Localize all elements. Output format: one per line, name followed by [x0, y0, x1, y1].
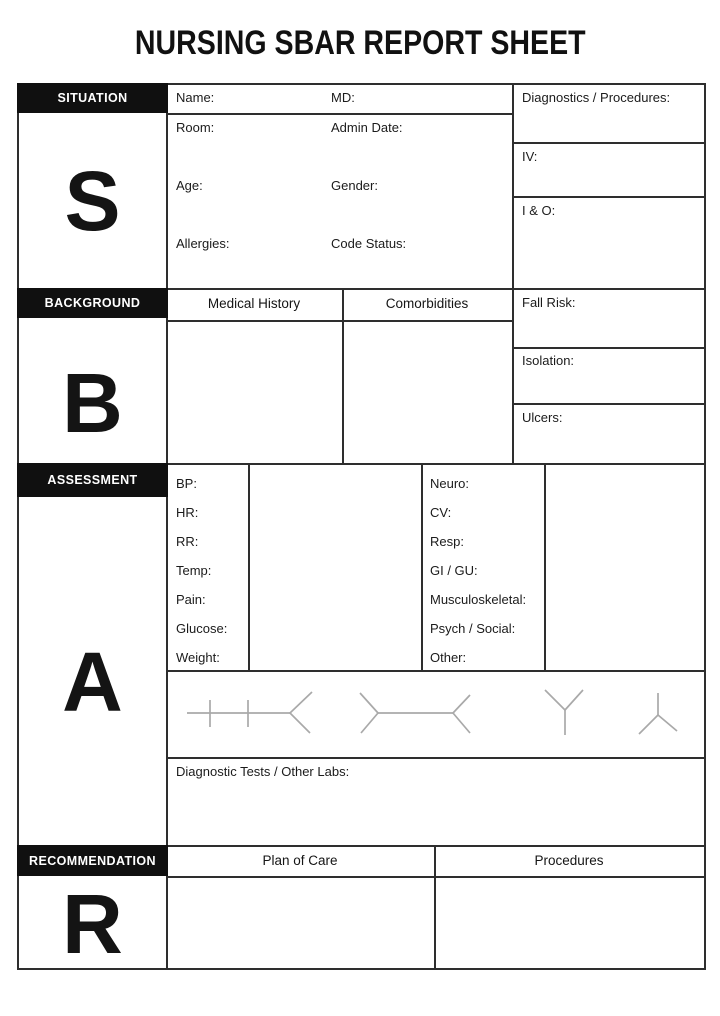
grid-line-h	[166, 320, 512, 322]
inverted-y-fishbone-icon	[639, 693, 677, 734]
recommendation-header-label: RECOMMENDATION	[29, 853, 156, 868]
page-title-wrap	[0, 24, 720, 63]
grid-line-v	[248, 463, 250, 670]
assessment-header-label: ASSESSMENT	[47, 473, 138, 487]
grid-line-h	[166, 113, 512, 115]
cbc-fishbone-icon	[360, 693, 470, 733]
diagnostic-tests-label: Diagnostic Tests / Other Labs:	[176, 764, 350, 779]
background-letter: B	[62, 355, 123, 450]
grid-line-h	[512, 403, 706, 405]
i-and-o-label: I & O:	[522, 203, 556, 218]
comorbidities-column-header: Comorbidities	[385, 296, 469, 311]
background-header-label: BACKGROUND	[44, 296, 141, 310]
code-status-field-label: Code Status:	[331, 236, 407, 251]
recommendation-letter: R	[62, 877, 123, 971]
situation-header-bar	[17, 83, 168, 113]
pain-field-label: Pain:	[176, 592, 206, 607]
grid-line-h	[512, 196, 706, 198]
name-field-label: Name:	[176, 90, 215, 105]
grid-line-v	[544, 463, 546, 670]
fall-risk-label: Fall Risk:	[522, 295, 576, 310]
bp-field-label: BP:	[176, 476, 197, 491]
grid-line-v	[342, 288, 344, 463]
other-field-label: Other:	[430, 650, 467, 665]
hr-field-label: HR:	[176, 505, 199, 520]
medical-history-column-header: Medical History	[207, 296, 301, 311]
grid-line-v	[512, 83, 514, 463]
gi-gu-field-label: GI / GU:	[430, 563, 478, 578]
fishbone-diagram	[166, 670, 706, 757]
page-title: NURSING SBAR REPORT SHEET	[134, 24, 586, 62]
age-field-label: Age:	[176, 178, 203, 193]
rr-field-label: RR:	[176, 534, 199, 549]
admin-date-field-label: Admin Date:	[331, 120, 403, 135]
grid-line-v	[421, 463, 423, 670]
grid-line-v	[704, 83, 706, 970]
weight-field-label: Weight:	[176, 650, 220, 665]
situation-header-label: SITUATION	[57, 91, 128, 105]
y-fishbone-icon	[545, 690, 583, 735]
neuro-field-label: Neuro:	[430, 476, 470, 491]
musculoskeletal-field-label: Musculoskeletal:	[430, 592, 527, 607]
temp-field-label: Temp:	[176, 563, 212, 578]
allergies-field-label: Allergies:	[176, 236, 230, 251]
gender-field-label: Gender:	[331, 178, 378, 193]
psych-social-field-label: Psych / Social:	[430, 621, 516, 636]
grid-line-h	[512, 347, 706, 349]
chem-fishbone-icon	[187, 692, 312, 733]
ulcers-label: Ulcers:	[522, 410, 563, 425]
plan-of-care-column-header: Plan of Care	[262, 853, 338, 868]
grid-line-h	[166, 757, 706, 759]
assessment-letter: A	[62, 635, 123, 729]
cv-field-label: CV:	[430, 505, 452, 520]
glucose-field-label: Glucose:	[176, 621, 228, 636]
iv-label: IV:	[522, 149, 538, 164]
isolation-label: Isolation:	[522, 353, 575, 368]
grid-line-h	[512, 142, 706, 144]
room-field-label: Room:	[176, 120, 215, 135]
procedures-column-header: Procedures	[534, 853, 604, 868]
diagnostics-procedures-label: Diagnostics / Procedures:	[522, 90, 671, 105]
background-header-bar	[17, 288, 168, 318]
grid-line-h	[166, 876, 706, 878]
md-field-label: MD:	[331, 90, 355, 105]
resp-field-label: Resp:	[430, 534, 464, 549]
situation-letter: S	[64, 153, 121, 248]
